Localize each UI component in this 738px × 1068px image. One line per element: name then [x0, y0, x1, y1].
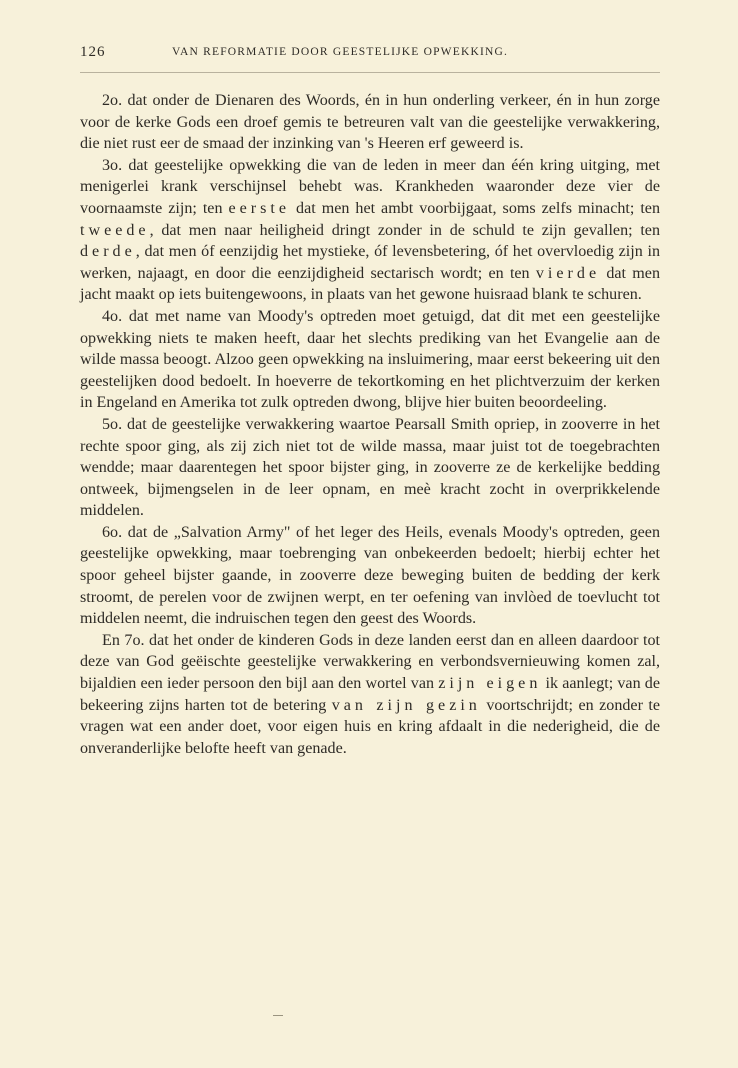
emphasis-word: van zijn gezin [331, 696, 481, 714]
paragraph-4 [80, 306, 660, 414]
paragraph-6 [80, 522, 660, 630]
paragraph-text: 6o. dat de „Salvation Army" of het leger des Heils, evenals Moody's optreden, geen geestelijke opwekking, maar toebrenging van onbekeerden bedoelt; hierbij echter het spoor geheel bijster gaande, in zooverre deze beweging buiten de bedding der kerk stroomt, de perelen voor de zwijnen werpt, en ter oefening van invlòed de toevlucht tot middelen neemt, die indruischen tegen den geest des Woords. [80, 523, 660, 628]
paragraph-text: 5o. dat de geestelijke verwakkering waartoe Pearsall Smith opriep, in zooverre in het rechte spoor ging, als zij zich niet tot de wilde massa, maar juist tot de toegebrachten wendde; maar daarentegen het spoor bijster ging, in zooverre ze de kerkelijke bedding ontweek, bijmengselen in de leer opnam, en meè kracht zocht in overprikkelende middelen. [80, 415, 660, 520]
paragraph-text: ik aanlegt; van de bekeering zijns harten tot de betering [80, 675, 660, 714]
emphasis-word: tweede [80, 221, 150, 239]
footer-mark [273, 1015, 283, 1016]
body-text [80, 90, 660, 759]
paragraph-text: , dat men naar heiligheid dringt zonder in de schuld te zijn gevallen; ten [149, 221, 660, 239]
paragraph-5 [80, 414, 660, 522]
paragraph-text: 2o. dat onder de Dienaren des Woords, én in hun onderling verkeer, én in hun zorge voor de kerke Gods een droef gemis te betreuren valt van die geestelijke verwakkering, die niet rust eer de smaad der inzinking van 's Heeren erf geweerd is. [80, 92, 660, 153]
emphasis-word: eerste [228, 199, 291, 217]
paragraph-2 [80, 90, 660, 155]
page-number: 126 [80, 44, 106, 60]
header-rule [80, 72, 660, 73]
emphasis-word: vierde [535, 264, 601, 282]
paragraph-3 [80, 155, 660, 306]
paragraph-text: En 7o. dat het onder de kinderen Gods in deze landen eerst dan en alleen daardoor tot deze van God geëischte geestelijke verwakkering en verbondsvernieuwing komen zal, bijaldien een ieder persoon den bijl aan den wortel van [80, 631, 660, 693]
running-title: VAN REFORMATIE DOOR GEESTELIJKE OPWEKKING. [172, 46, 509, 58]
paragraph-text: 4o. dat met name van Moody's optreden moet getuigd, dat dit met een geestelijke opwekking niets te maken heeft, daar het slechts prediking van het Evangelie aan de wilde massa beoogt. Alzoo geen opwekking na insluimering, maar eerst bekeering uit den geestelijken dood bedoelt. In hoeverre de tekortkoming en het plichtverzuim der kerken in Engeland en Amerika tot zulk optreden dwong, blijve hier buiten beoordeeling. [80, 307, 660, 412]
paragraph-7 [80, 630, 660, 760]
paragraph-text: dat men jacht maakt op iets buitengewoons, in plaats van het gewone huisraad blank te schuren. [80, 264, 660, 304]
emphasis-word: derde [80, 243, 136, 261]
paragraph-text: 3o. dat geestelijke opwekking die van de leden in meer dan één kring uitging, met menigerlei krank verschijnsel behebt was. Krankheden waaronder deze vier de voornaamste zijn; ten [80, 156, 660, 217]
emphasis-word: zijn eigen [438, 675, 542, 693]
paragraph-text: dat men het ambt voorbijgaat, soms zelfs minacht; ten [290, 199, 660, 217]
paragraph-text: voortschrijdt; en zonder te vragen wat een ander doet, voor eigen huis en kring afdaalt in die nederigheid, die de onveranderlijke belofte heeft van genade. [80, 696, 660, 757]
page-header [80, 40, 660, 66]
paragraph-text: , dat men óf eenzijdig het mystieke, óf levensbetering, óf het overvloedig zijn in werken, najaagt, en door die eenzijdigheid sectarisch wordt; en ten [80, 243, 660, 282]
